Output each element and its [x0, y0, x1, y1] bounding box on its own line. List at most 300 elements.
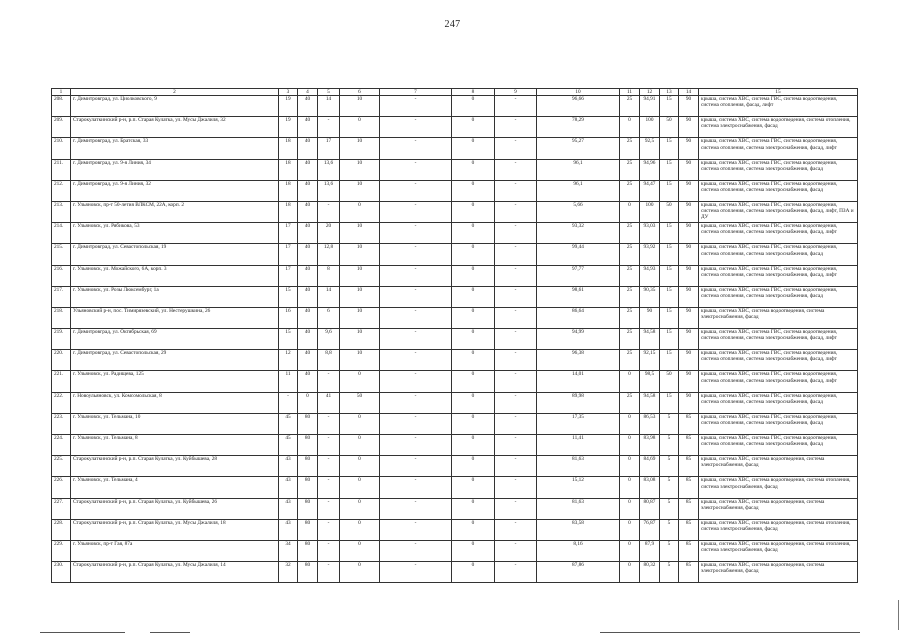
address-cell: г. Ульяновск, ул. Радищева, 125 [71, 371, 279, 392]
row-number-cell: 210. [52, 138, 71, 159]
value-cell: - [380, 96, 452, 117]
row-number-cell: 217. [52, 286, 71, 307]
value-cell: 10 [340, 350, 380, 371]
value-cell: 25 [620, 138, 640, 159]
value-cell: - [495, 456, 537, 477]
value-cell: - [318, 498, 340, 519]
row-number-cell: 227. [52, 498, 71, 519]
page-number: 247 [444, 19, 461, 30]
value-cell: 87,9 [640, 540, 660, 561]
works-cell: крыша, система ХВС, система водоотведения, система отопления, система электроснабжения, фасад [699, 519, 858, 540]
value-cell: 9,6 [318, 329, 340, 350]
value-cell: 90 [679, 223, 699, 244]
value-cell: 40 [298, 138, 318, 159]
value-cell: 10 [340, 265, 380, 286]
value-cell: 40 [298, 96, 318, 117]
value-cell: 81,63 [537, 456, 620, 477]
value-cell: - [495, 180, 537, 201]
value-cell: - [380, 329, 452, 350]
value-cell: - [495, 540, 537, 561]
value-cell: 10 [340, 286, 380, 307]
value-cell: - [380, 244, 452, 265]
value-cell: 5 [660, 413, 679, 434]
value-cell: 25 [620, 350, 640, 371]
works-cell: крыша, система ХВС, система ГВС, система водоотведения, система отопления, система электроснабжения, фасад [699, 392, 858, 413]
value-cell: 0 [452, 371, 495, 392]
header-cell: 15 [699, 89, 858, 96]
value-cell: 0 [298, 392, 318, 413]
value-cell: 40 [298, 371, 318, 392]
works-cell: крыша, система ХВС, система водоотведения, система электроснабжения, фасад [699, 456, 858, 477]
value-cell: 5 [660, 435, 679, 456]
value-cell: 50 [660, 201, 679, 222]
value-cell: 0 [452, 201, 495, 222]
value-cell: 85 [679, 498, 699, 519]
value-cell: - [495, 477, 537, 498]
value-cell: 0 [620, 562, 640, 583]
value-cell: - [318, 117, 340, 138]
value-cell: - [318, 201, 340, 222]
value-cell: 90 [679, 244, 699, 265]
value-cell: - [279, 392, 298, 413]
value-cell: 0 [452, 138, 495, 159]
value-cell: 45 [279, 435, 298, 456]
value-cell: 40 [298, 201, 318, 222]
value-cell: 0 [452, 498, 495, 519]
value-cell: - [495, 244, 537, 265]
header-cell: 11 [620, 89, 640, 96]
value-cell: 19 [279, 117, 298, 138]
value-cell: 90 [679, 371, 699, 392]
value-cell: - [380, 350, 452, 371]
table-row [52, 519, 858, 540]
value-cell: 0 [452, 562, 495, 583]
row-number-cell: 218. [52, 307, 71, 328]
value-cell: 90 [679, 96, 699, 117]
value-cell: 25 [620, 265, 640, 286]
value-cell: 0 [340, 435, 380, 456]
value-cell: 84,69 [640, 456, 660, 477]
value-cell: 5 [660, 562, 679, 583]
address-cell: Старокулаткинский р-н, р.п. Старая Кулатка, ул. Мусы Джалиля, 18 [71, 519, 279, 540]
header-cell: 4 [298, 89, 318, 96]
value-cell: 0 [452, 180, 495, 201]
value-cell: 40 [298, 223, 318, 244]
works-cell: крыша, система ХВС, система водоотведения, система электроснабжения, фасад [699, 562, 858, 583]
value-cell: 15 [660, 159, 679, 180]
value-cell: - [495, 96, 537, 117]
value-cell: 14,01 [537, 371, 620, 392]
value-cell: 25 [620, 392, 640, 413]
works-cell: крыша, система ХВС, система ГВС, система водоотведения, система отопления, система электроснабжения, фасад, лифт [699, 350, 858, 371]
value-cell: 8 [318, 265, 340, 286]
value-cell: 15 [660, 392, 679, 413]
value-cell: 15 [660, 265, 679, 286]
works-cell: крыша, система ХВС, система ГВС, система водоотведения, система отопления, система электроснабжения, фасад [699, 413, 858, 434]
value-cell: - [318, 413, 340, 434]
value-cell: 80,32 [640, 562, 660, 583]
value-cell: 80 [298, 519, 318, 540]
value-cell: 17 [318, 138, 340, 159]
header-cell: 8 [452, 89, 495, 96]
row-number-cell: 212. [52, 180, 71, 201]
page-edge-mark [898, 600, 899, 630]
value-cell: 40 [298, 329, 318, 350]
value-cell: - [495, 413, 537, 434]
header-cell: 3 [279, 89, 298, 96]
header-cell: 14 [679, 89, 699, 96]
value-cell: 14 [318, 286, 340, 307]
value-cell: - [495, 371, 537, 392]
value-cell: 0 [452, 286, 495, 307]
value-cell: 90,35 [640, 286, 660, 307]
table-row [52, 307, 858, 328]
value-cell: 0 [452, 456, 495, 477]
works-cell: крыша, система ХВС, система водоотведения, система отопления, система электроснабжения, фасад [699, 477, 858, 498]
row-number-cell: 229. [52, 540, 71, 561]
value-cell: 85 [679, 435, 699, 456]
value-cell: 11,41 [537, 435, 620, 456]
value-cell: 5 [660, 540, 679, 561]
address-cell: г. Ульяновск, ул. Рябикова, 53 [71, 223, 279, 244]
value-cell: 10 [340, 329, 380, 350]
address-cell: Старокулаткинский р-н, р.п. Старая Кулатка, ул. Куйбышева, 28 [71, 456, 279, 477]
value-cell: 0 [340, 413, 380, 434]
works-cell: крыша, система ХВС, система ГВС, система водоотведения, система отопления, фасад, лифт [699, 96, 858, 117]
header-cell: 12 [640, 89, 660, 96]
table-row [52, 180, 858, 201]
works-cell: крыша, система ХВС, система водоотведения, система отопления, система электроснабжения, фасад [699, 540, 858, 561]
value-cell: - [495, 392, 537, 413]
address-cell: г. Ульяновск, пр-т Гая, 87а [71, 540, 279, 561]
value-cell: - [495, 519, 537, 540]
value-cell: 18 [279, 201, 298, 222]
works-cell: крыша, система ХВС, система водоотведения, система электроснабжения, фасад [699, 307, 858, 328]
value-cell: 41 [318, 392, 340, 413]
value-cell: 80 [298, 477, 318, 498]
value-cell: 90 [679, 159, 699, 180]
value-cell: 25 [620, 329, 640, 350]
table-row [52, 413, 858, 434]
address-cell: г. Димитровград, ул. Октябрьская, 69 [71, 329, 279, 350]
value-cell: 94,91 [640, 96, 660, 117]
value-cell: - [380, 117, 452, 138]
value-cell: 40 [298, 265, 318, 286]
value-cell: 0 [452, 413, 495, 434]
table-row [52, 138, 858, 159]
value-cell: 80 [298, 540, 318, 561]
row-number-cell: 222. [52, 392, 71, 413]
value-cell: 90 [679, 286, 699, 307]
address-cell: Старокулаткинский р-н, р.п. Старая Кулатка, ул. Мусы Джалиля, 14 [71, 562, 279, 583]
value-cell: 0 [452, 307, 495, 328]
table-row [52, 371, 858, 392]
value-cell: 80 [298, 435, 318, 456]
row-number-cell: 211. [52, 159, 71, 180]
table-row [52, 562, 858, 583]
value-cell: 90 [679, 138, 699, 159]
value-cell: 40 [298, 159, 318, 180]
value-cell: 0 [620, 435, 640, 456]
value-cell: 10 [340, 180, 380, 201]
value-cell: 0 [620, 456, 640, 477]
value-cell: - [380, 307, 452, 328]
works-cell: крыша, система ХВС, система ГВС, система водоотведения, система отопления, система электроснабжения, фасад, лифт [699, 223, 858, 244]
address-cell: Ульяновский р-н, пос. Тимирязевский, ул. Нестерушкина, 26 [71, 307, 279, 328]
value-cell: 90 [679, 265, 699, 286]
value-cell: 43 [279, 519, 298, 540]
table-row [52, 477, 858, 498]
value-cell: 10 [340, 307, 380, 328]
row-number-cell: 215. [52, 244, 71, 265]
row-number-cell: 221. [52, 371, 71, 392]
value-cell: 50 [660, 371, 679, 392]
value-cell: 15 [660, 329, 679, 350]
value-cell: - [380, 159, 452, 180]
value-cell: 93,03 [640, 223, 660, 244]
address-cell: г. Димитровград, ул. 9-я Линия, 34 [71, 159, 279, 180]
value-cell: 18 [279, 180, 298, 201]
value-cell: 90 [679, 201, 699, 222]
works-cell: крыша, система ХВС, система ГВС, система водоотведения, система отопления, система электроснабжения, фасад, лифт, ПЗА и ДУ [699, 201, 858, 222]
value-cell: - [318, 456, 340, 477]
value-cell: - [380, 138, 452, 159]
value-cell: 17 [279, 265, 298, 286]
value-cell: 0 [452, 265, 495, 286]
works-cell: крыша, система ХВС, система ГВС, система водоотведения, система отопления, система электроснабжения, фасад, лифт [699, 265, 858, 286]
table-row [52, 244, 858, 265]
value-cell: - [495, 201, 537, 222]
value-cell: 80 [298, 456, 318, 477]
value-cell: - [318, 371, 340, 392]
value-cell: 0 [452, 540, 495, 561]
value-cell: - [380, 413, 452, 434]
value-cell: - [380, 435, 452, 456]
value-cell: - [380, 392, 452, 413]
value-cell: 25 [620, 96, 640, 117]
header-cell: 1 [52, 89, 71, 96]
value-cell: 8,16 [537, 540, 620, 561]
value-cell: 5 [660, 519, 679, 540]
works-cell: крыша, система ХВС, система ГВС, система водоотведения, система отопления, система электроснабжения, фасад [699, 180, 858, 201]
value-cell: 50 [660, 117, 679, 138]
value-cell: 0 [452, 159, 495, 180]
value-cell: - [495, 350, 537, 371]
value-cell: 18 [279, 138, 298, 159]
value-cell: 0 [620, 519, 640, 540]
value-cell: 5 [660, 498, 679, 519]
value-cell: 5,66 [537, 201, 620, 222]
works-cell: крыша, система ХВС, система ГВС, система водоотведения, система отопления, система электроснабжения, фасад [699, 159, 858, 180]
value-cell: 93,32 [537, 223, 620, 244]
value-cell: 25 [620, 244, 640, 265]
value-cell: 25 [620, 286, 640, 307]
value-cell: 0 [340, 498, 380, 519]
works-cell: крыша, система ХВС, система водоотведения, система электроснабжения, фасад [699, 498, 858, 519]
value-cell: 10 [340, 159, 380, 180]
works-cell: крыша, система ХВС, система ГВС, система водоотведения, система отопления, система электроснабжения, фасад [699, 244, 858, 265]
value-cell: 96,66 [537, 96, 620, 117]
value-cell: - [495, 223, 537, 244]
value-cell: 0 [620, 477, 640, 498]
value-cell: 78,29 [537, 117, 620, 138]
table-row [52, 159, 858, 180]
value-cell: 5 [660, 477, 679, 498]
value-cell: 92,15 [640, 350, 660, 371]
row-number-cell: 228. [52, 519, 71, 540]
address-cell: г. Ульяновск, ул. Розы Люксембург, 1а [71, 286, 279, 307]
value-cell: - [495, 562, 537, 583]
value-cell: 90 [679, 307, 699, 328]
value-cell: - [495, 498, 537, 519]
value-cell: 25 [620, 223, 640, 244]
value-cell: - [380, 201, 452, 222]
header-cell: 10 [537, 89, 620, 96]
address-cell: г. Ульяновск, ул. Можайского, 6А, корп. 3 [71, 265, 279, 286]
value-cell: 83,98 [640, 435, 660, 456]
value-cell: 40 [298, 180, 318, 201]
works-cell: крыша, система ХВС, система ГВС, система водоотведения, система отопления, система электроснабжения, фасад, лифт [699, 138, 858, 159]
value-cell: 85 [679, 413, 699, 434]
value-cell: 10 [340, 244, 380, 265]
header-cell: 2 [71, 89, 279, 96]
housing-table [51, 88, 858, 583]
address-cell: г. Новоульяновск, ул. Комсомольская, 8 [71, 392, 279, 413]
value-cell: 0 [340, 540, 380, 561]
table-row [52, 96, 858, 117]
value-cell: 90 [640, 307, 660, 328]
value-cell: 20 [318, 223, 340, 244]
value-cell: 80,87 [640, 498, 660, 519]
works-cell: крыша, система ХВС, система водоотведения, система отопления, система электроснабжения, фасад [699, 117, 858, 138]
works-cell: крыша, система ХВС, система ГВС, система водоотведения, система отопления, система электроснабжения, фасад [699, 286, 858, 307]
value-cell: - [495, 159, 537, 180]
value-cell: 16 [279, 307, 298, 328]
value-cell: - [380, 477, 452, 498]
value-cell: 80 [298, 498, 318, 519]
value-cell: - [318, 477, 340, 498]
value-cell: 0 [620, 413, 640, 434]
value-cell: 94,99 [537, 329, 620, 350]
value-cell: 19 [279, 96, 298, 117]
value-cell: 92,5 [640, 138, 660, 159]
value-cell: 25 [620, 159, 640, 180]
value-cell: 10 [340, 96, 380, 117]
value-cell: 15 [279, 286, 298, 307]
value-cell: 0 [452, 519, 495, 540]
value-cell: 85 [679, 562, 699, 583]
value-cell: 80 [298, 413, 318, 434]
value-cell: 96,1 [537, 180, 620, 201]
address-cell: Старокулаткинский р-н, р.п. Старая Кулатка, ул. Мусы Джалиля, 32 [71, 117, 279, 138]
works-cell: крыша, система ХВС, система ГВС, система водоотведения, система отопления, система электроснабжения, фасад [699, 435, 858, 456]
value-cell: - [380, 265, 452, 286]
table-row [52, 456, 858, 477]
value-cell: 98,5 [640, 371, 660, 392]
value-cell: 85 [679, 519, 699, 540]
table-row [52, 435, 858, 456]
row-number-cell: 223. [52, 413, 71, 434]
value-cell: 13,6 [318, 159, 340, 180]
value-cell: 0 [340, 477, 380, 498]
value-cell: 0 [452, 96, 495, 117]
value-cell: 43 [279, 477, 298, 498]
row-number-cell: 216. [52, 265, 71, 286]
row-number-cell: 219. [52, 329, 71, 350]
header-cell: 9 [495, 89, 537, 96]
value-cell: - [495, 286, 537, 307]
value-cell: 14 [318, 96, 340, 117]
works-cell: крыша, система ХВС, система ГВС, система водоотведения, система отопления, система электроснабжения, фасад, лифт [699, 371, 858, 392]
value-cell: - [495, 117, 537, 138]
row-number-cell: 209. [52, 117, 71, 138]
value-cell: 0 [340, 562, 380, 583]
value-cell: - [380, 223, 452, 244]
value-cell: 0 [340, 371, 380, 392]
value-cell: 17,35 [537, 413, 620, 434]
value-cell: 50 [340, 392, 380, 413]
value-cell: 90 [679, 180, 699, 201]
value-cell: 94,58 [640, 329, 660, 350]
value-cell: 0 [340, 456, 380, 477]
value-cell: 0 [620, 540, 640, 561]
value-cell: 15 [660, 138, 679, 159]
table-row [52, 223, 858, 244]
value-cell: 40 [298, 117, 318, 138]
value-cell: 0 [620, 117, 640, 138]
value-cell: 0 [452, 350, 495, 371]
row-number-cell: 214. [52, 223, 71, 244]
value-cell: 97,77 [537, 265, 620, 286]
value-cell: 43 [279, 456, 298, 477]
header-row [52, 89, 858, 96]
value-cell: 80 [298, 562, 318, 583]
page-bottom-line [0, 632, 905, 633]
row-number-cell: 213. [52, 201, 71, 222]
value-cell: 15 [660, 223, 679, 244]
address-cell: г. Димитровград, ул. Братская, 33 [71, 138, 279, 159]
table-row [52, 329, 858, 350]
value-cell: 0 [452, 392, 495, 413]
value-cell: 81,63 [537, 498, 620, 519]
address-cell: г. Димитровград, ул. Севастопольская, 29 [71, 350, 279, 371]
value-cell: 43 [279, 498, 298, 519]
table-row [52, 540, 858, 561]
value-cell: 40 [298, 244, 318, 265]
value-cell: 90 [679, 350, 699, 371]
value-cell: - [380, 286, 452, 307]
value-cell: 0 [340, 201, 380, 222]
value-cell: 32 [279, 562, 298, 583]
address-cell: Старокулаткинский р-н, р.п. Старая Кулатка, ул. Куйбышева, 26 [71, 498, 279, 519]
row-number-cell: 224. [52, 435, 71, 456]
value-cell: 15,12 [537, 477, 620, 498]
value-cell: 83,58 [537, 519, 620, 540]
value-cell: 0 [620, 371, 640, 392]
row-number-cell: 226. [52, 477, 71, 498]
value-cell: 10 [340, 138, 380, 159]
value-cell: 98,61 [537, 286, 620, 307]
value-cell: - [380, 371, 452, 392]
value-cell: 0 [452, 117, 495, 138]
value-cell: 0 [452, 435, 495, 456]
value-cell: 13,6 [318, 180, 340, 201]
value-cell: 94,47 [640, 180, 660, 201]
value-cell: 94,93 [640, 265, 660, 286]
value-cell: 15 [660, 244, 679, 265]
address-cell: г. Ульяновск, ул. Тельмана, 4 [71, 477, 279, 498]
value-cell: 96,38 [537, 350, 620, 371]
